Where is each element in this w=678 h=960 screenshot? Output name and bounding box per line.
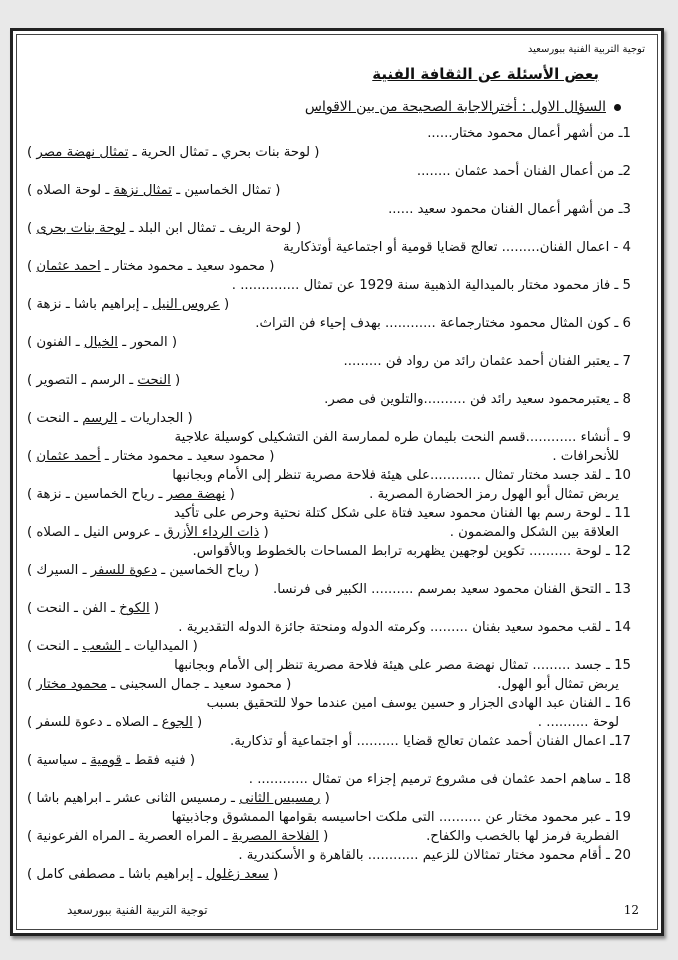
answer-option: محمود سعيد — [196, 259, 265, 274]
answer-options: ( الجداريات ـ الرسم ـ النحت ) — [27, 411, 193, 426]
answer-options: ( تمثال الخماسين ـ تمثال نزهة ـ لوحة الصلاه ) — [27, 183, 281, 198]
question-list — [27, 124, 631, 884]
answer-options: ( لوحة بنات بحري ـ تمثال الحرية ـ تمثال نهضة مصر ) — [27, 145, 320, 160]
question-item — [27, 618, 631, 656]
question-item — [27, 124, 631, 162]
question-text-continuation: يربض تمثال أبو الهول رمز الحضارة المصرية . — [369, 487, 619, 502]
answer-option: التصوير — [36, 373, 78, 388]
answer-option: النحت — [36, 639, 70, 654]
answer-option: دعوة للسفر — [36, 715, 103, 730]
question-text: 18 ـ ساهم احمد عثمان فى مشروع ترميم إجزاء من تمثال ............ . — [248, 772, 631, 787]
correct-answer-option: الخيال — [83, 335, 118, 350]
correct-answer-option: عروس النيل — [151, 297, 220, 312]
page-footer: توجية التربية الفنية ببورسعيد — [67, 903, 208, 917]
section-heading — [305, 99, 621, 115]
answer-option: تمثال الخماسين — [184, 183, 272, 198]
correct-answer-option: قومية — [90, 753, 122, 768]
correct-answer-option: دعوة للسفر — [90, 563, 157, 578]
answer-option: لوحة بنات بحري — [221, 145, 311, 160]
question-item — [27, 352, 631, 390]
page-number: 12 — [623, 903, 639, 917]
answer-option: الفن — [82, 601, 107, 616]
answer-option: لوحة الريف — [228, 221, 292, 236]
question-item — [27, 466, 631, 504]
answer-options: ( الفلاحة المصرية ـ المراه العصرية ـ المراه الفرعونية ) — [27, 829, 329, 844]
answer-option: إبراهيم باشا — [73, 297, 140, 312]
answer-option: لوحة الصلاه — [36, 183, 102, 198]
correct-answer-option: احمد عثمان — [36, 259, 101, 274]
question-text: 14 ـ لقب محمود سعيد بفنان ......... وكرمته الدوله ومنحتة جائزة الدوله التقديرية . — [178, 620, 631, 635]
question-item — [27, 428, 631, 466]
answer-option: الصلاه — [36, 525, 71, 540]
question-text-continuation: للأنحرافات . — [552, 449, 619, 464]
answer-option: تمثال الحرية — [140, 145, 209, 160]
answer-options: ( عروس النيل ـ إبراهيم باشا ـ نزهة ) — [27, 297, 230, 312]
answer-options: ( الكوخ ـ الفن ـ النحت ) — [27, 601, 160, 616]
answer-option: فنيه فقط — [134, 753, 186, 768]
question-text: 15 ـ جسد ......... تمثال نهضة مصر على هيئة فلاحة مصرية تنظر إلى الأمام وبجانبها — [174, 658, 631, 673]
question-text: 10 ـ لقد جسد مختار تمثال ............على هيئة فلاحة مصرية تنظر إلى الأمام وبجانبها — [172, 468, 631, 483]
answer-option: الفنون — [36, 335, 72, 350]
answer-option: محمود سعيد — [196, 449, 265, 464]
question-text: 12 ـ لوحة .......... تكوين لوجهين يظهربه ترابط المساحات بالخطوط وبالأقواس. — [192, 544, 631, 559]
question-text: 8 ـ يعتبرمحمود سعيد رائد فن ..........والتلوين فى مصر. — [324, 392, 631, 407]
answer-option: الرسم — [89, 373, 126, 388]
answer-option: النحت — [36, 601, 70, 616]
question-item — [27, 808, 631, 846]
section-heading-text: السؤال الاول : أخترالاجابة الصحيحة من بين الاقواس — [304, 99, 606, 115]
question-text: 11 ـ لوحة رسم بها الفنان محمود سعيد فتاة على شكل كتلة نحتية وحرص على تأكيد — [173, 506, 631, 521]
question-text-continuation: الفطرية فرمز لها بالخصب والكفاح. — [426, 829, 619, 844]
correct-answer-option: الفلاحة المصرية — [231, 829, 319, 844]
answer-options: ( لوحة الريف ـ تمثال ابن البلد ـ لوحة بنات بحرى ) — [27, 221, 301, 236]
correct-answer-option: محمود مختار — [36, 677, 108, 692]
answer-option: محمود سعيد — [212, 677, 282, 692]
question-text-continuation: العلاقة بين الشكل والمضمون . — [449, 525, 619, 540]
correct-answer-option: النحت — [137, 373, 171, 388]
question-item — [27, 580, 631, 618]
question-text: 17ـ اعمال الفنان أحمد عثمان تعالج قضايا .......... أو اجتماعية أو تذكارية. — [230, 734, 631, 749]
question-item — [27, 162, 631, 200]
answer-option: نزهة — [36, 487, 62, 502]
answer-option: الجداريات — [129, 411, 184, 426]
answer-options: ( الجوع ـ الصلاه ـ دعوة للسفر ) — [27, 715, 203, 730]
question-item — [27, 542, 631, 580]
answer-option: تمثال ابن البلد — [137, 221, 217, 236]
answer-options: ( المحور ـ الخيال ـ الفنون ) — [27, 335, 178, 350]
answer-options: ( رياح الخماسين ـ دعوة للسفر ـ السيرك ) — [27, 563, 260, 578]
answer-options: ( النحت ـ الرسم ـ التصوير ) — [27, 373, 181, 388]
answer-option: رمسيس الثانى عشر — [114, 791, 227, 806]
answer-options: ( محمود سعيد ـ محمود مختار ـ أحمد عثمان ) — [27, 449, 275, 464]
question-item — [27, 732, 631, 770]
answer-option: نزهة — [36, 297, 62, 312]
answer-option: المحور — [130, 335, 168, 350]
question-text-continuation: لوحة .......... . — [537, 715, 619, 730]
correct-answer-option: تمثال نزهة — [113, 183, 172, 198]
answer-options: ( محمود سعيد ـ محمود مختار ـ احمد عثمان ) — [27, 259, 275, 274]
correct-answer-option: نهضة مصر — [166, 487, 226, 502]
correct-answer-option: أحمد عثمان — [36, 449, 101, 464]
answer-options: ( فنيه فقط ـ قومية ـ سياسية ) — [27, 753, 196, 768]
answer-option: إبراهيم باشا — [127, 867, 194, 882]
answer-options: ( رمسيس الثانى ـ رمسيس الثانى عشر ـ ابراهيم باشا ) — [27, 791, 330, 806]
question-text: 2ـ من أعمال الفنان أحمد عثمان ........ — [416, 164, 631, 179]
answer-option: ابراهيم باشا — [36, 791, 102, 806]
worksheet-page — [10, 28, 664, 936]
question-text: 5 ـ فاز محمود مختار بالميدالية الذهبية سنة 1929 عن تمثال .............. . — [231, 278, 631, 293]
question-item — [27, 314, 631, 352]
answer-option: رياح الخماسين — [169, 563, 250, 578]
question-text: 9 ـ أنشاء ............قسم النحت بليمان طره لممارسة الفن التشكيلى كوسيلة علاجية — [174, 430, 631, 445]
answer-options: ( سعد زغلول ـ إبراهيم باشا ـ مصطفى كامل ) — [27, 867, 279, 882]
question-text: 1ـ من أشهر أعمال محمود مختار...... — [427, 126, 631, 141]
page-title: بعض الأسئلة عن الثقافة الفنية — [372, 65, 599, 83]
answer-options: ( نهضة مصر ـ رياح الخماسين ـ نزهة ) — [27, 487, 235, 502]
answer-option: المراه الفرعونية — [36, 829, 126, 844]
question-item — [27, 390, 631, 428]
answer-option: سياسية — [36, 753, 78, 768]
correct-answer-option: لوحة بنات بحرى — [36, 221, 126, 236]
answer-option: المراه العصرية — [137, 829, 220, 844]
question-item — [27, 238, 631, 276]
question-item — [27, 846, 631, 884]
answer-option: الصلاه — [115, 715, 150, 730]
answer-option: عروس النيل — [82, 525, 151, 540]
correct-answer-option: رمسيس الثانى — [239, 791, 321, 806]
question-text: 3ـ من أشهر أعمال الفنان محمود سعيد ...... — [388, 202, 631, 217]
question-text: 4 - اعمال الفنان......... تعالج قضايا قومية أو اجتماعية أوتذكارية — [283, 240, 631, 255]
correct-answer-option: سعد زغلول — [205, 867, 269, 882]
question-item — [27, 276, 631, 314]
question-text: 13 ـ التحق الفنان محمود سعيد بمرسم .......... الكبير فى فرنسا. — [273, 582, 631, 597]
question-text: 7 ـ يعتبر الفنان أحمد عثمان رائد من رواد فن ......... — [343, 354, 631, 369]
answer-options: ( ذات الرداء الأزرق ـ عروس النيل ـ الصلاه ) — [27, 525, 269, 540]
answer-option: مصطفى كامل — [36, 867, 116, 882]
question-text: 6 ـ كون المثال محمود مختارجماعة ............ بهدف إحياء فن التراث. — [255, 316, 631, 331]
answer-option: رياح الخماسين — [73, 487, 155, 502]
question-item — [27, 656, 631, 694]
correct-answer-option: الشعب — [82, 639, 122, 654]
page-border — [16, 34, 658, 930]
bullet-icon — [614, 104, 621, 111]
question-text-continuation: يربض تمثال أبو الهول. — [497, 677, 619, 692]
correct-answer-option: الرسم — [82, 411, 118, 426]
question-item — [27, 694, 631, 732]
page-header: توجية التربية الفنية ببورسعيد — [527, 44, 645, 55]
correct-answer-option: الجوع — [161, 715, 193, 730]
question-text: 20 ـ أقام محمود مختار تمثالان للزعيم ............ بالقاهرة و الأسكندرية . — [238, 848, 631, 863]
question-item — [27, 200, 631, 238]
question-item — [27, 504, 631, 542]
answer-option: النحت — [36, 411, 70, 426]
correct-answer-option: ذات الرداء الأزرق — [163, 525, 260, 540]
question-text: 19 ـ عبر محمود مختار عن .......... التى ملكت احاسيسه بقوامها الممشوق وجاذبيتها — [171, 810, 631, 825]
answer-option: محمود مختار — [113, 449, 184, 464]
answer-option: جمال السجينى — [119, 677, 201, 692]
answer-option: الميداليات — [133, 639, 189, 654]
answer-option: محمود مختار — [113, 259, 184, 274]
question-item — [27, 770, 631, 808]
question-text: 16 ـ الفنان عبد الهادى الجزار و حسين يوسف امين عندما حولا للتحقيق بسبب — [206, 696, 631, 711]
correct-answer-option: تمثال نهضة مصر — [36, 145, 129, 160]
answer-options: ( الميداليات ـ الشعب ـ النحت ) — [27, 639, 198, 654]
correct-answer-option: الكوخ — [119, 601, 150, 616]
answer-option: السيرك — [36, 563, 79, 578]
answer-options: ( محمود سعيد ـ جمال السجينى ـ محمود مختار ) — [27, 677, 292, 692]
